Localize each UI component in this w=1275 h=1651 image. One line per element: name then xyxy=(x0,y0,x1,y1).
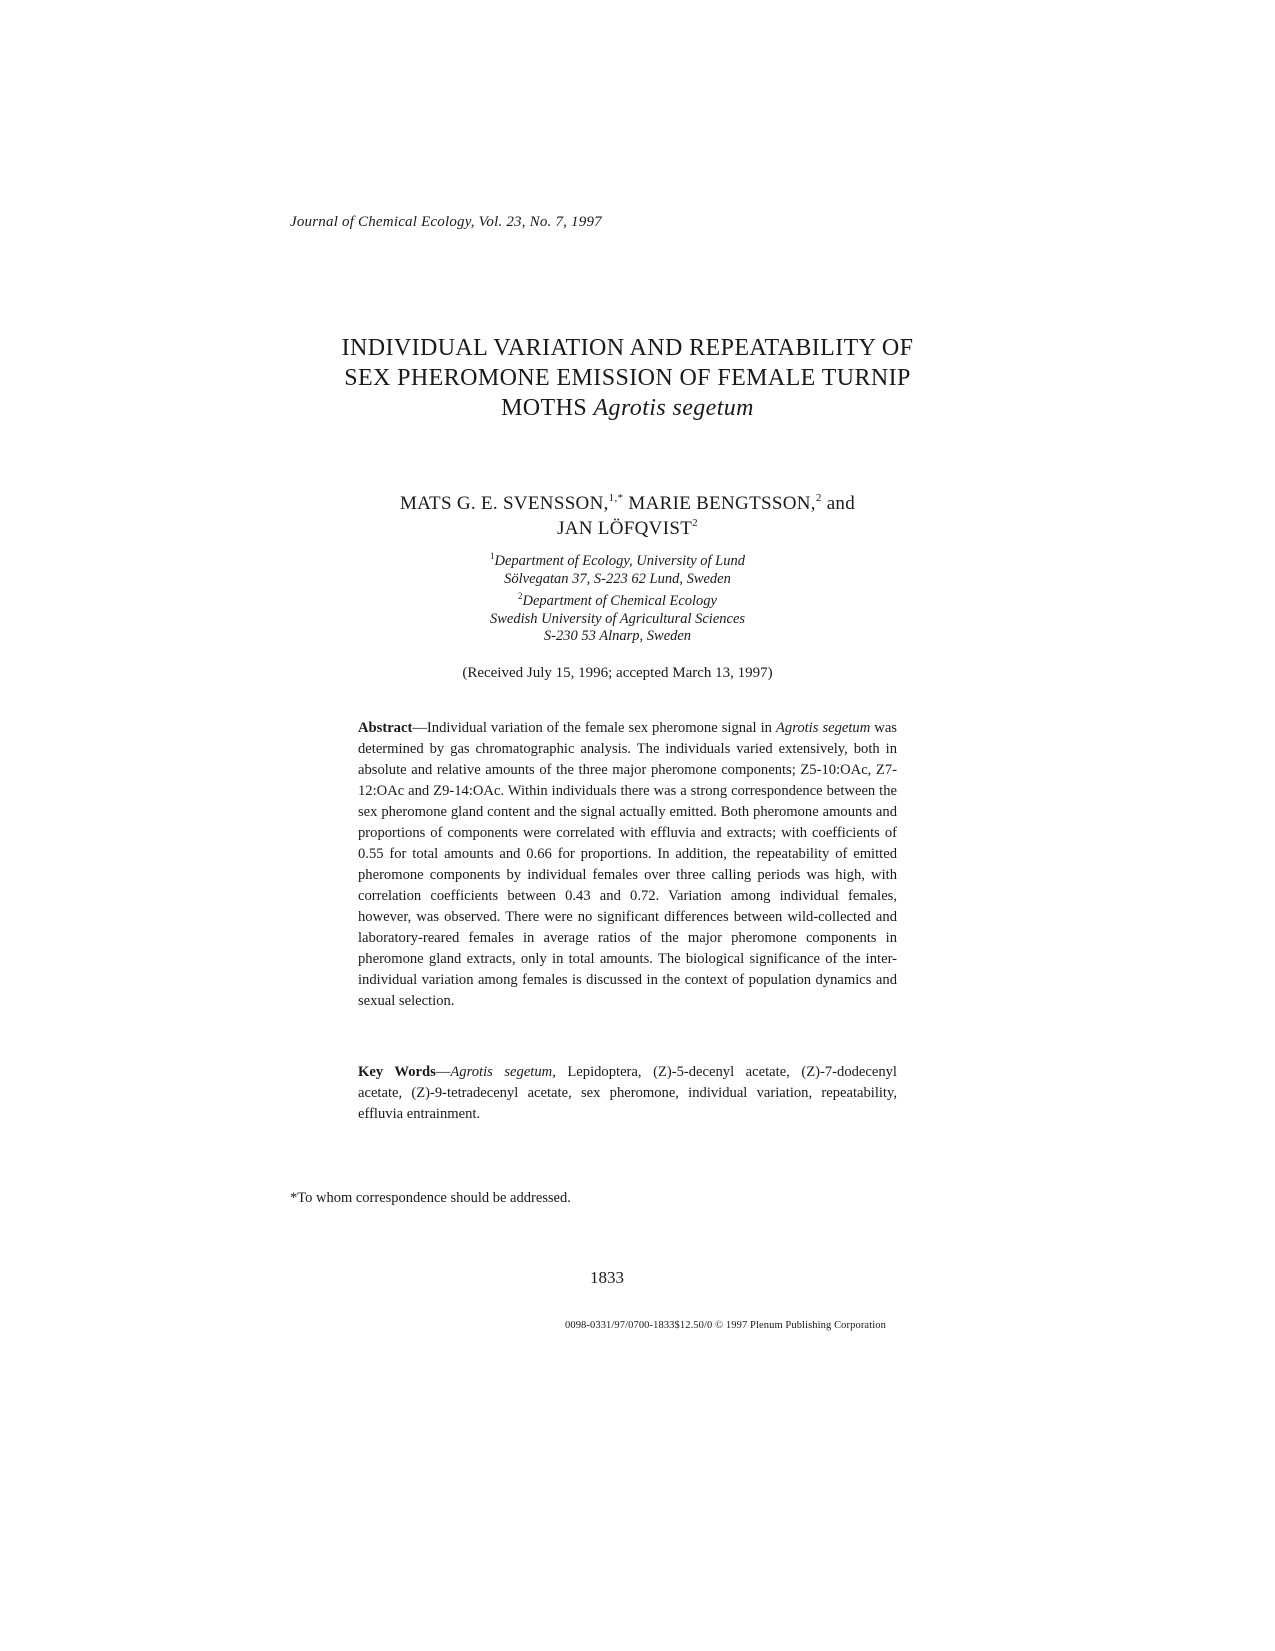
abstract-lead: —Individual variation of the female sex pheromone signal in xyxy=(412,720,776,736)
page-number: 1833 xyxy=(590,1268,624,1287)
author-line-2 xyxy=(340,516,915,541)
keywords xyxy=(358,1062,897,1125)
title-species: Agrotis segetum xyxy=(593,395,754,421)
copyright-line: 0098-0331/97/0700-1833$12.50/0 © 1997 Plenum Publishing Corporation xyxy=(565,1320,886,1331)
author-line-1 xyxy=(340,491,915,516)
author-lofqvist: JAN LÖFQVIST xyxy=(557,518,693,539)
keywords-label: Key Words xyxy=(358,1064,436,1080)
affiliation-2-line-3: S-230 53 Alnarp, Sweden xyxy=(543,628,692,644)
affiliation-1-line-2: Sölvegatan 37, S-223 62 Lund, Sweden xyxy=(504,570,731,587)
affiliation-1-mark: 1 xyxy=(490,551,495,561)
abstract-label: Abstract xyxy=(358,720,413,736)
author-bengtsson: MARIE BENGTSSON, xyxy=(628,493,816,514)
title-line-1: INDIVIDUAL VARIATION AND REPEATABILITY OF xyxy=(341,335,914,361)
author-conjunction: and xyxy=(826,493,856,514)
abstract-body: was determined by gas chromatographic analysis. The individuals varied extensively, both in absolute and relative amounts of the three major pheromone components; Z5-10:OAc, Z7-12:OAc and Z9-14:OAc. Within individuals there was a strong correspondence between the sex pheromone gland content and the signal actually emitted. Both pheromone amounts and proportions of components were correlated with effluvia and extracts; with coefficients of 0.55 for total amounts and 0.66 for proportions. In addition, the repeatability of emitted pheromone components by individual females over three calling periods was high, with correlation coefficients between 0.43 and 0.72. Variation among individual females, however, was observed. There were no significant differences between wild-collected and laboratory-reared females in average ratios of the major pheromone components in pheromone gland extracts, only in total amounts. The biological significance of the inter-individual variation among females is discussed in the context of population dynamics and sexual selection. xyxy=(358,720,897,1009)
received-dates: (Received July 15, 1996; accepted March 13, 1997) xyxy=(462,665,773,681)
affiliation-2-mark: 2 xyxy=(518,591,523,601)
title-line-3-prefix: MOTHS xyxy=(501,395,588,421)
keywords-dash: — xyxy=(435,1064,451,1080)
paper-title xyxy=(300,333,955,423)
title-line-2: SEX PHEROMONE EMISSION OF FEMALE TURNIP xyxy=(344,365,911,391)
author-bengtsson-affiliation-mark: 2 xyxy=(815,492,822,504)
author-lofqvist-affiliation-mark: 2 xyxy=(692,517,698,529)
author-list xyxy=(340,491,915,541)
author-svensson-affiliation-mark: 1,* xyxy=(608,492,624,504)
affiliation-2-line-2: Swedish University of Agricultural Sciences xyxy=(489,610,746,627)
abstract xyxy=(358,718,897,1012)
title-line-3 xyxy=(300,393,955,423)
affiliation-2-name: Department of Chemical Ecology xyxy=(522,593,717,609)
abstract-species: Agrotis segetum xyxy=(775,720,871,736)
correspondence-footnote: *To whom correspondence should be addressed. xyxy=(290,1190,571,1206)
affiliation-1-name: Department of Ecology, University of Lund xyxy=(494,553,745,569)
keywords-species: Agrotis segetum xyxy=(450,1064,553,1080)
author-svensson: MATS G. E. SVENSSON, xyxy=(399,493,609,514)
affiliation-1-line-1 xyxy=(400,553,835,571)
keywords-body: , Lepidoptera, (Z)-5-decenyl acetate, (Z)-7-dodecenyl acetate, (Z)-9-tetradecenyl acetate, sex pheromone, individual variation, repeatability, effluvia entrainment. xyxy=(358,1064,897,1122)
affiliation-2-line-1 xyxy=(400,593,835,611)
affiliations xyxy=(400,553,835,646)
journal-citation: Journal of Chemical Ecology, Vol. 23, No. 7, 1997 xyxy=(290,214,602,230)
